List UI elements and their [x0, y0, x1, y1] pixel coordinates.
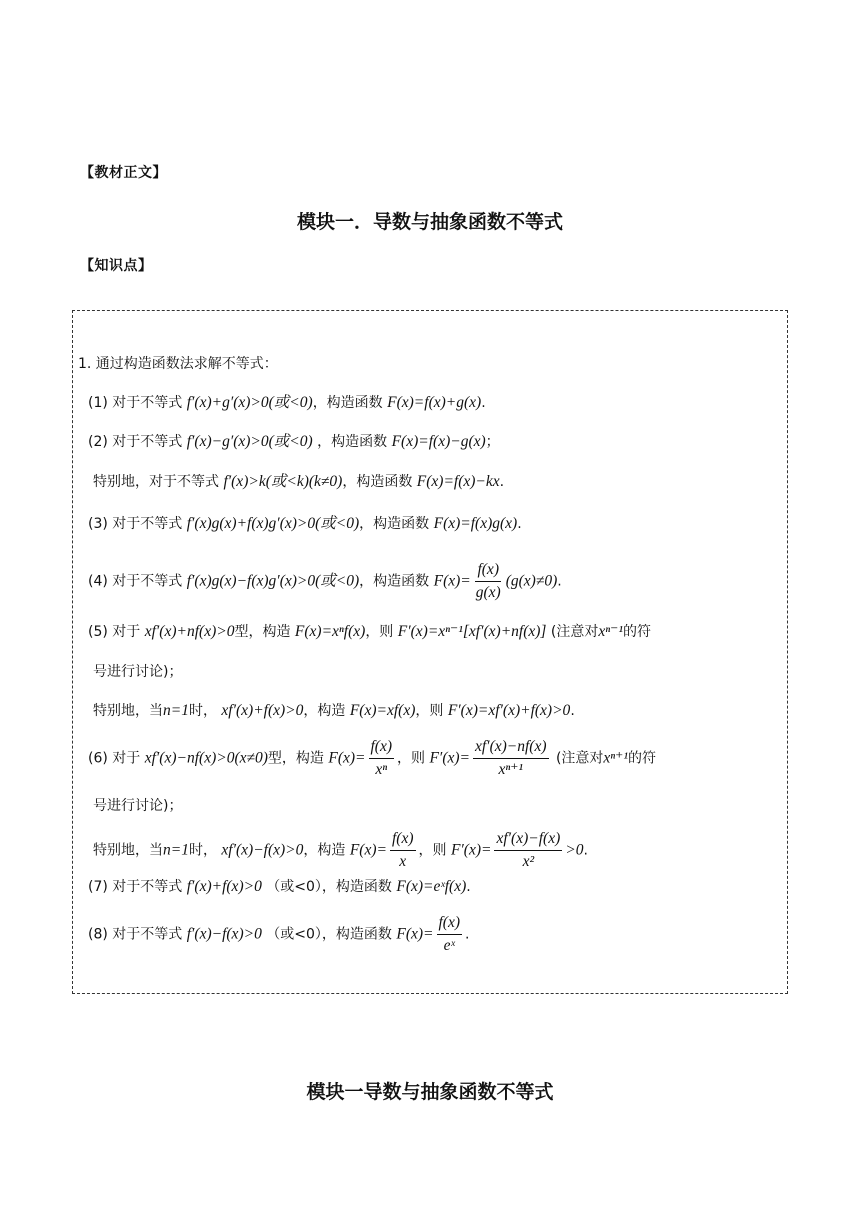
item-6-special: 特别地，当n=1时， xf′(x)−f(x)>0，构造 F(x)= $\frac{f(x)}{x}$ ，则 F′(x)= $\frac{xf'(x)-f(x)}{\text{x²}}$ >0.: [93, 830, 588, 870]
module-title: 模块一．导数与抽象函数不等式: [296, 211, 563, 233]
item-1: (1) 对于不等式 f′(x)+g′(x)>0(或<0)，构造函数 F(x)=f(x)+g(x).: [88, 394, 486, 411]
fraction: $\frac{f(x)}{x}$: [391, 830, 414, 870]
item-3: (3) 对于不等式 f′(x)g(x)+f(x)g′(x)>0(或<0)，构造函数 F(x)=f(x)g(x).: [88, 515, 522, 532]
item-8: (8) 对于不等式 f′(x)−f(x)>0 （或<0），构造函数 F(x)= $\frac{f(x)}{\text{eˣ}}$ .: [88, 914, 470, 954]
item-6-note: 号进行讨论)；: [93, 798, 183, 814]
item-6: (6) 对于 xf′(x)−nf(x)>0(x≠0)型，构造 F(x)= $\frac{f(x)}{\text{xⁿ}}$ ，则 F′(x)= $\frac{xf'(x)-nf(x)}{\text{xⁿ⁺¹}}$ (注意对xⁿ⁺¹的符: [88, 738, 657, 778]
fraction: $\frac{f(x)}{\text{eˣ}}$: [438, 914, 461, 954]
item-2-special: 特别地，对于不等式 f′(x)>k(或<k)(k≠0)，构造函数 F(x)=f(x)−kx.: [93, 473, 505, 490]
item-7: (7) 对于不等式 f′(x)+f(x)>0 （或<0），构造函数 F(x)=eˣf(x).: [88, 878, 471, 895]
fraction: $\frac{f(x)}{\text{xⁿ}}$: [370, 738, 393, 778]
item-5-note: 号进行讨论)；: [93, 664, 183, 680]
fraction: $\frac{xf'(x)-nf(x)}{\text{xⁿ⁺¹}}$: [475, 738, 547, 778]
section-tag: 【教材正文】: [80, 165, 167, 181]
fraction: $\frac{f(x)}{g(x)}$: [475, 561, 501, 601]
fraction: $\frac{xf'(x)-f(x)}{\text{x²}}$: [496, 830, 561, 870]
item-5: (5) 对于 xf′(x)+nf(x)>0型，构造 F(x)=xⁿf(x)，则 F′(x)=xⁿ⁻¹[xf′(x)+nf(x)] (注意对xⁿ⁻¹的符: [88, 623, 651, 640]
item-2: (2) 对于不等式 f′(x)−g′(x)>0(或<0) ，构造函数 F(x)=f(x)−g(x)；: [88, 433, 500, 450]
knowledge-tag: 【知识点】: [80, 258, 153, 274]
box-intro: 1. 通过构造函数法求解不等式：: [78, 356, 278, 372]
bottom-title: 模块一导数与抽象函数不等式: [306, 1081, 554, 1103]
item-4: (4) 对于不等式 f′(x)g(x)−f(x)g′(x)>0(或<0)，构造函数 F(x)= $\frac{f(x)}{g(x)}$ (g(x)≠0).: [88, 561, 562, 601]
item-5-special: 特别地，当n=1时， xf′(x)+f(x)>0，构造 F(x)=xf(x)，则 F′(x)=xf′(x)+f(x)>0.: [93, 702, 575, 719]
